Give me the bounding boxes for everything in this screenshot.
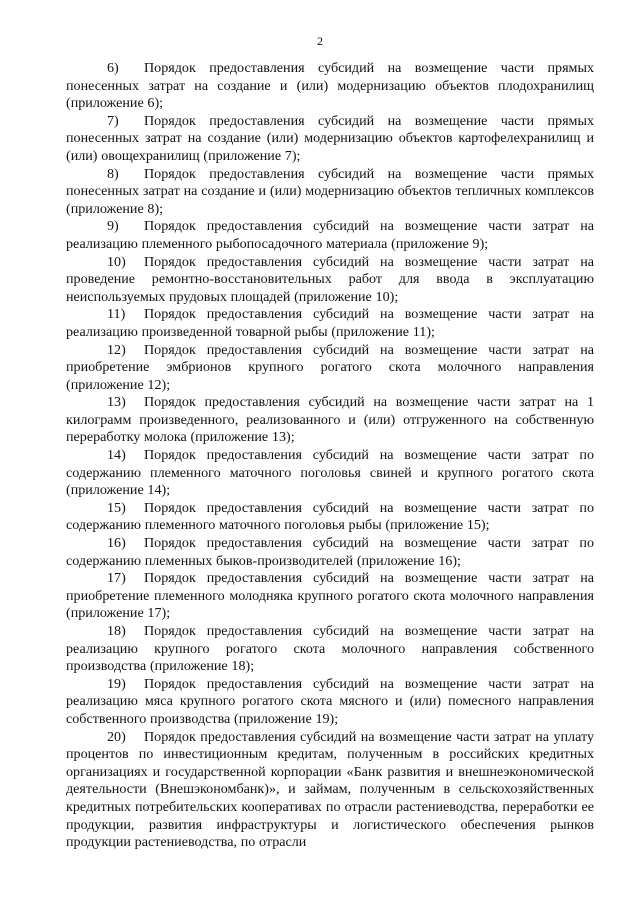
item-number: 13) (107, 394, 126, 411)
list-item (66, 447, 594, 500)
item-number: 18) (107, 623, 126, 639)
list-item (66, 500, 594, 535)
item-text: Порядок предоставления субсидий на возмещение части затрат на проведение ремонтно-восстановительных работ для ввода в эксплуатацию неиспользуемых прудовых площадей (приложение 10); (66, 253, 594, 305)
item-number: 9) (107, 218, 119, 235)
item-text: Порядок предоставления субсидий на возмещение части затрат по содержанию племенного маточного поголовья свиней и крупного рогатого скота (приложение 14); (66, 447, 594, 499)
item-text: Порядок предоставления субсидий на возмещение части затрат по содержанию племенного маточного поголовья рыбы (приложение 15); (66, 499, 594, 534)
item-text: Порядок предоставления субсидий на возмещение части затрат по содержанию племенных быков-производителей (приложение 16); (66, 535, 594, 569)
list-item (66, 60, 594, 113)
list-item (66, 570, 594, 623)
item-number: 6) (107, 60, 119, 76)
list-item (66, 218, 594, 253)
list-item (66, 394, 594, 447)
item-text: Порядок предоставления субсидий на возмещение части прямых понесенных затрат на создание и (или) модернизацию объектов плодохранилищ (приложение 6); (66, 60, 594, 112)
item-text: Порядок предоставления субсидий на возмещение части затрат на реализацию крупного рогатого скота молочного направления собственного производства (приложение 18); (66, 623, 594, 675)
item-number: 19) (107, 675, 126, 692)
list-item (66, 342, 594, 395)
item-text: Порядок предоставления субсидий на возмещение части затрат на 1 килограмм произведенного, реализованного и (или) отгруженного на собственную переработку молока (приложение 13); (66, 394, 594, 446)
list-item (66, 254, 594, 307)
item-text: Порядок предоставления субсидий на возмещение части затрат на реализацию племенного рыбопосадочного материала (приложение 9); (66, 218, 594, 252)
item-number: 20) (107, 728, 126, 745)
item-text: Порядок предоставления субсидий на возмещение части прямых понесенных затрат на создание (или) модернизацию объектов картофелехранилищ и (или) овощехранилищ (приложение 7); (66, 112, 594, 164)
item-number: 12) (107, 341, 126, 358)
item-number: 8) (107, 165, 119, 182)
item-text: Порядок предоставления субсидий на возмещение части прямых понесенных затрат на создание и (или) модернизацию объектов тепличных комплексов (приложение 8); (66, 165, 594, 217)
item-text: Порядок предоставления субсидий на возмещение части затрат на реализацию мяса крупного рогатого скота мясного и (или) помесного направления собственного производства (приложение 19); (66, 675, 594, 727)
list-item (66, 166, 594, 219)
list-item (66, 676, 594, 729)
item-number: 17) (107, 570, 126, 587)
item-number: 10) (107, 253, 126, 270)
item-number: 7) (107, 112, 119, 129)
item-text: Порядок предоставления субсидий на возмещение части затрат на уплату процентов по инвестиционным кредитам, полученным в российских кредитных организациях и государственной корпорации «Банк развития и внешнеэкономической деятельности (Внешэкономбанк)», и займам, полученным в сельскохозяйственных кредитных потребительских кооперативах по отрасли растениеводства, переработки ее продукции, развития инфраструктуры и логистического обеспечения рынков продукции растениеводства, по отрасли (66, 728, 594, 851)
list-item (66, 535, 594, 570)
item-number: 14) (107, 447, 126, 464)
item-text: Порядок предоставления субсидий на возмещение части затрат на приобретение племенного молодняка крупного рогатого скота молочного направления (приложение 17); (66, 570, 594, 622)
item-number: 11) (107, 306, 126, 323)
list-item (66, 729, 594, 852)
item-number: 15) (107, 499, 126, 516)
list-item (66, 623, 594, 676)
document-body (66, 60, 594, 852)
page-number: 2 (317, 34, 323, 48)
item-text: Порядок предоставления субсидий на возмещение части затрат на приобретение эмбрионов крупного рогатого скота молочного направления (приложение 12); (66, 341, 594, 393)
list-item (66, 113, 594, 166)
list-item (66, 306, 594, 341)
item-text: Порядок предоставления субсидий на возмещение части затрат на реализацию произведенной товарной рыбы (приложение 11); (66, 306, 594, 340)
item-number: 16) (107, 535, 126, 552)
